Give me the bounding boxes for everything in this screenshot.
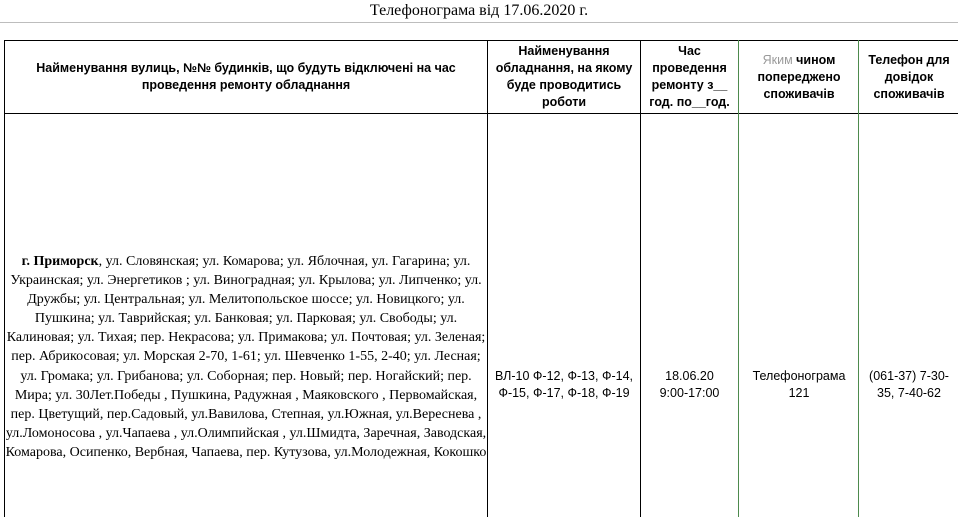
- header-notified-text: [744, 52, 854, 103]
- header-notified-prefix: Яким: [762, 52, 797, 67]
- time-cell: [641, 367, 738, 403]
- header-equipment: Найменування обладнання, на якому буде проводитись роботи: [495, 44, 633, 109]
- document-title: Телефонограма від 17.06.2020 г.: [369, 2, 589, 19]
- repair-time: 9:00-17:00: [659, 386, 720, 400]
- column-border-highlight: [858, 40, 859, 517]
- title-divider: [0, 22, 958, 23]
- equipment-cell: ВЛ-10 Ф-12, Ф-13, Ф-14, Ф-15, Ф-17, Ф-18, Ф-19: [494, 369, 633, 400]
- streets-list: , ул. Словянская; ул. Комарова; ул. Яблочная, ул. Гагарина; ул. Украинская; ул. Энергетиков ; ул. Виноградная; ул. Крылова; ул. Липченко; ул. Дружбы; ул. Центральная; ул. Мелитопольское шоссе; ул. Новицкого; ул. Пушкина; ул. Таврийская; ул. Банковая; ул. Парковая; ул. Свободы; ул. Калиновая; ул. Тихая; пер. Некрасова; ул. Примакова; ул. Почтовая; ул. Зеленая; пер. Абрикосовая; ул. Морская 2-70, 1-61; ул. Шевченко 1-55, 2-40; ул. Лесная; ул. Громака; ул. Грибанова; ул. Соборная; пер. Новый; пер. Ногайский; пер. Мира; ул. 30Лет.Победы , Пушкина, Радужная , Маяковского , Первомайская, пер. Цветущий, пер.Садовый, ул.Вавилова, Степная, ул.Южная, ул.Вереснева , ул.Ломоносова , ул.Чапаева , ул.Олимпийская , ул.Шмидта, Заречная, Заводская, Комарова, Осипенко, Вербная, Чапаева, пер. Кутузова, ул.Молодежная, Кокошко: [5, 254, 487, 460]
- header-notified: [740, 41, 858, 113]
- header-time: Час проведення ремонту з__ год. по__год.: [649, 44, 730, 109]
- header-notified-rest: чином попереджено споживачів: [757, 52, 841, 101]
- header-streets: Найменування вулиць, №№ будинків, що будуть відключені на час проведення ремонту обладнання: [36, 61, 456, 92]
- header-phone: Телефон для довідок споживачів: [868, 52, 950, 101]
- notified-cell: Телефонограма 121: [752, 369, 846, 400]
- column-border-highlight: [738, 40, 739, 517]
- repair-date: 18.06.20: [665, 369, 714, 383]
- city-name: г. Приморск: [21, 254, 99, 269]
- phone-cell: (061-37) 7-30-35, 7-40-62: [869, 369, 949, 400]
- header-bottom-border: [4, 113, 958, 114]
- streets-cell: [5, 115, 487, 517]
